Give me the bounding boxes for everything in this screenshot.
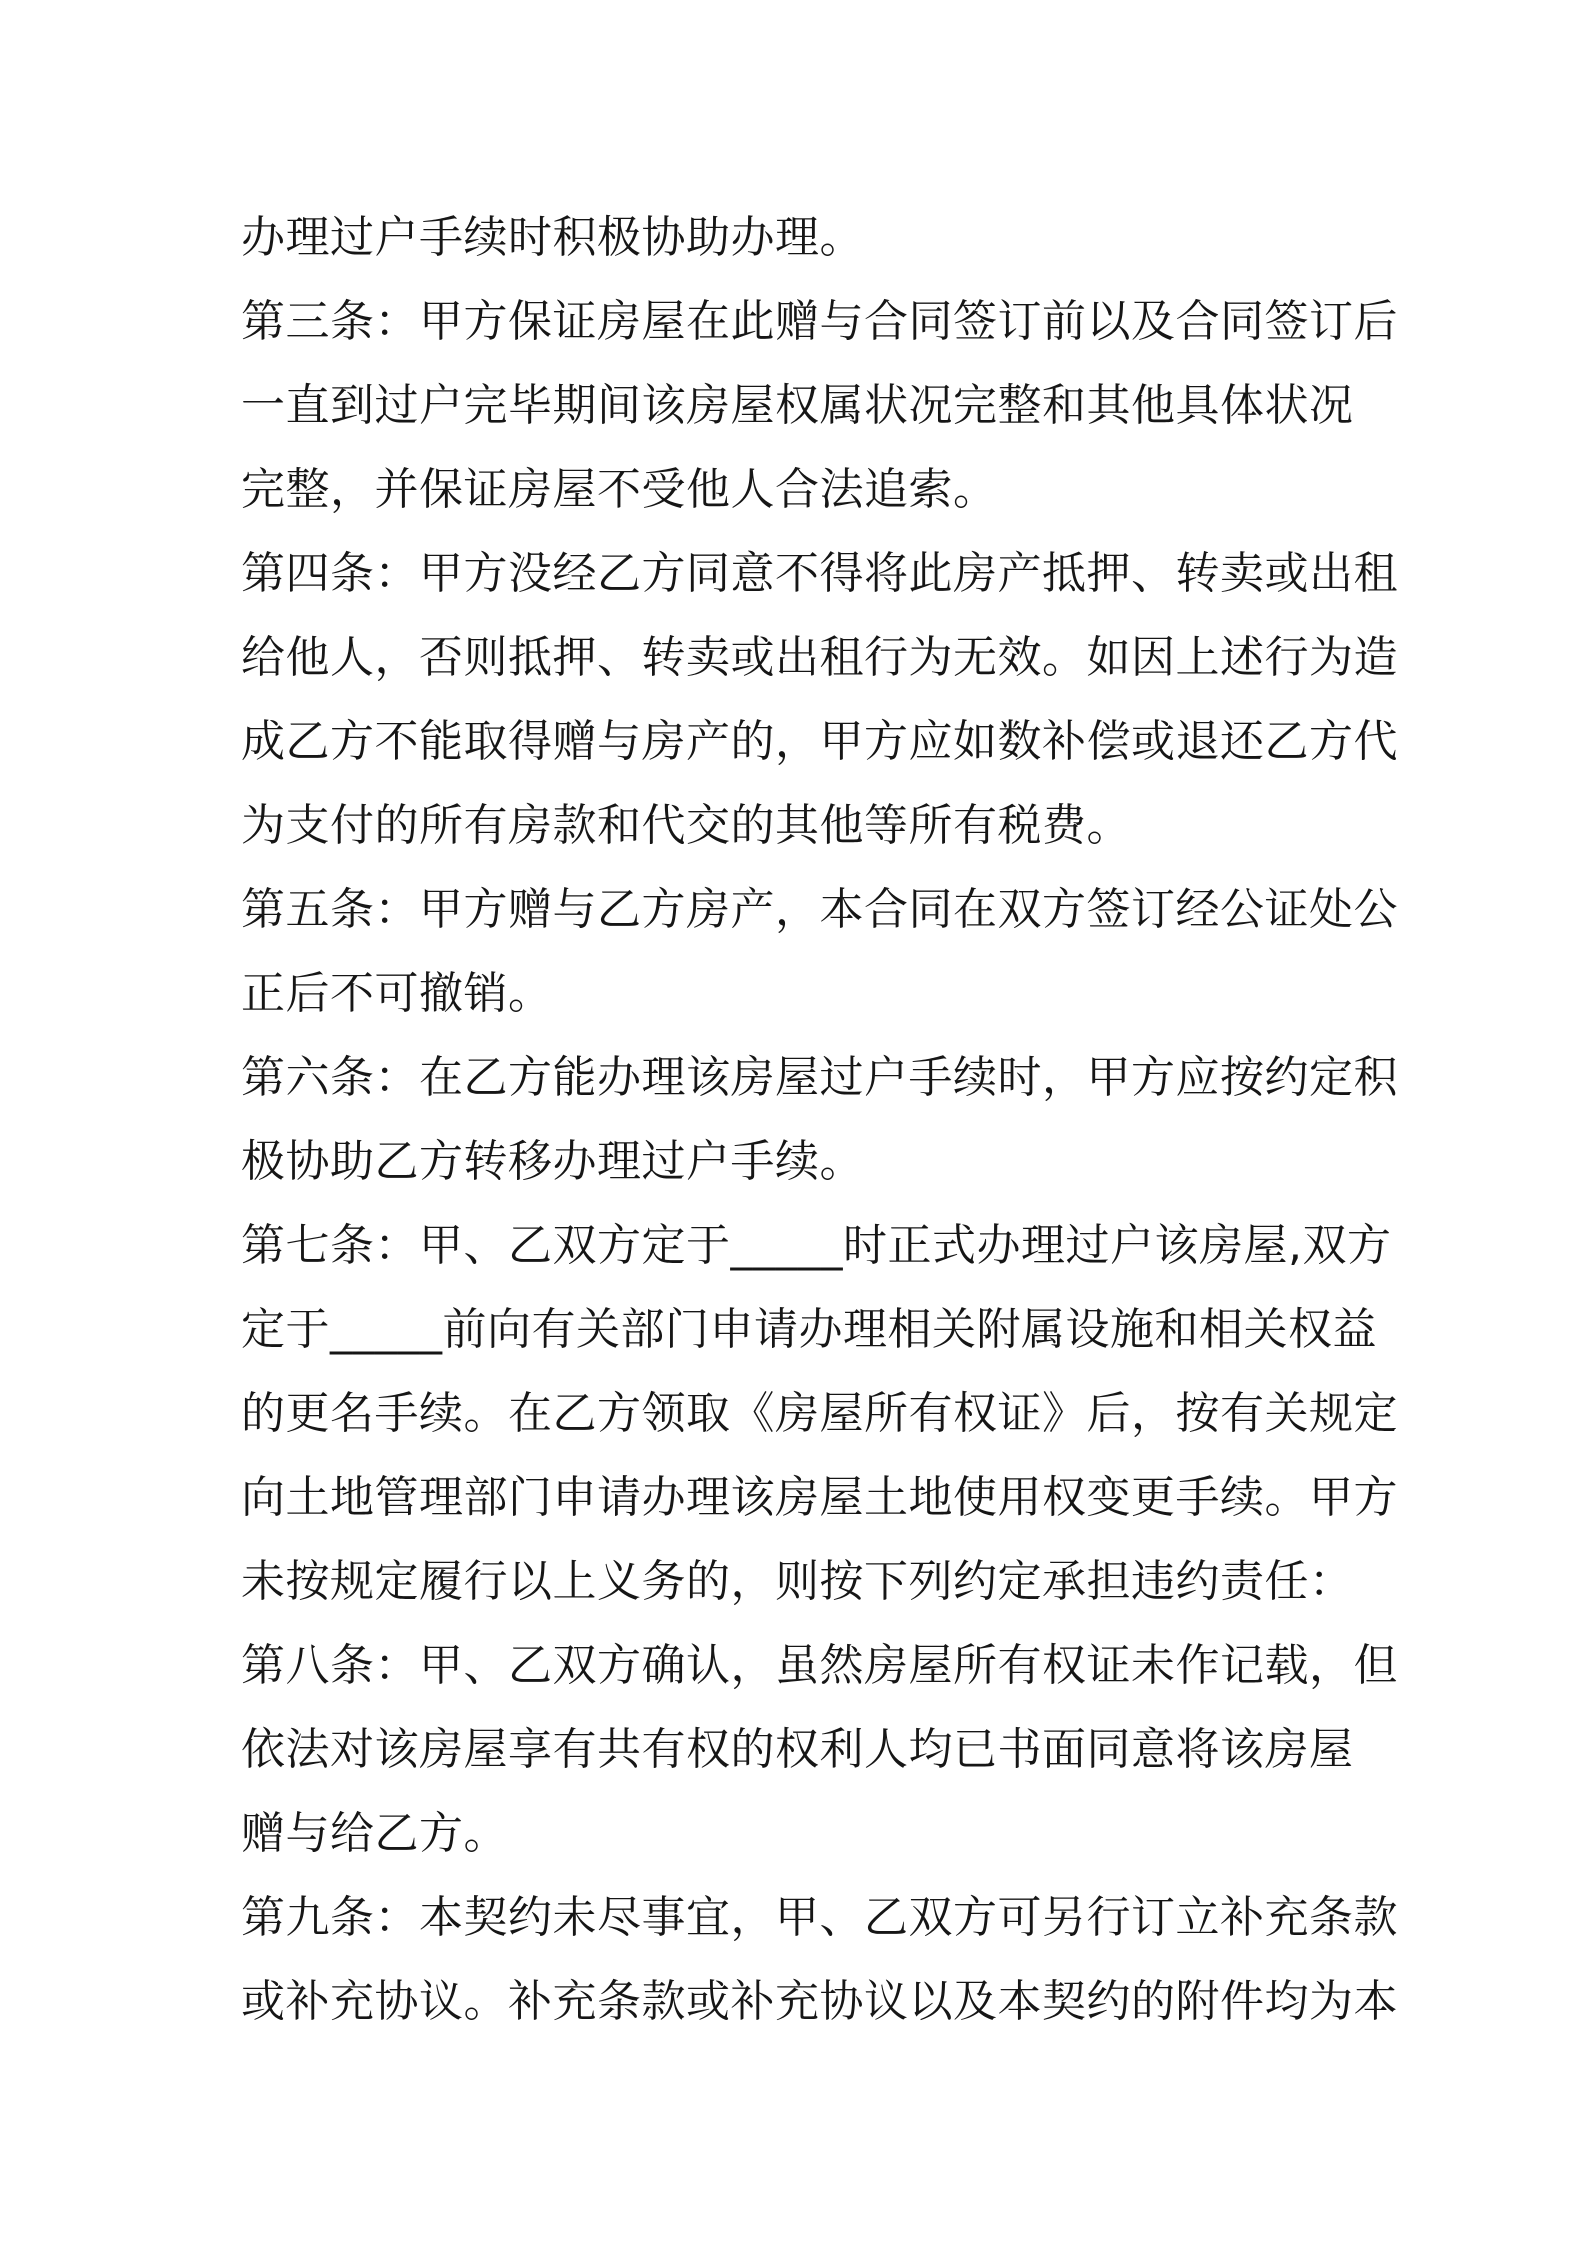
text-line: 完整，并保证房屋不受他人合法追索。	[241, 464, 998, 515]
text-line: 向土地管理部门申请办理该房屋土地使用权变更手续。甲方	[241, 1472, 1398, 1523]
text-line: 或补充协议。补充条款或补充协议以及本契约的附件均为本	[241, 1976, 1398, 2027]
text-line: 第八条：甲、乙双方确认，虽然房屋所有权证未作记载，但	[241, 1640, 1398, 1691]
text-line: 赠与给乙方。	[241, 1808, 508, 1859]
text-line: 正后不可撤销。	[241, 968, 553, 1019]
text-line: 一直到过户完毕期间该房屋权属状况完整和其他具体状况	[241, 380, 1354, 431]
text-line: 第六条：在乙方能办理该房屋过户手续时，甲方应按约定积	[241, 1052, 1398, 1103]
text-line: 定于_____前向有关部门申请办理相关附属设施和相关权益	[241, 1304, 1377, 1355]
text-line: 第七条：甲、乙双方定于_____时正式办理过户该房屋,双方	[241, 1220, 1392, 1271]
text-line: 成乙方不能取得赠与房产的，甲方应如数补偿或退还乙方代	[241, 716, 1398, 767]
text-line: 依法对该房屋享有共有权的权利人均已书面同意将该房屋	[241, 1724, 1354, 1775]
text-line: 的更名手续。在乙方领取《房屋所有权证》后，按有关规定	[241, 1388, 1398, 1439]
text-line: 第九条：本契约未尽事宜，甲、乙双方可另行订立补充条款	[241, 1892, 1398, 1943]
text-line: 第四条：甲方没经乙方同意不得将此房产抵押、转卖或出租	[241, 548, 1398, 599]
text-line: 极协助乙方转移办理过户手续。	[241, 1136, 864, 1187]
text-line: 第五条：甲方赠与乙方房产，本合同在双方签订经公证处公	[241, 884, 1398, 935]
text-line: 办理过户手续时积极协助办理。	[241, 212, 864, 263]
text-line: 为支付的所有房款和代交的其他等所有税费。	[241, 800, 1131, 851]
text-line: 给他人，否则抵押、转卖或出租行为无效。如因上述行为造	[241, 632, 1398, 683]
document-body	[241, 196, 1398, 2044]
text-line: 第三条：甲方保证房屋在此赠与合同签订前以及合同签订后	[241, 296, 1398, 347]
text-line: 未按规定履行以上义务的，则按下列约定承担违约责任：	[241, 1556, 1354, 1607]
